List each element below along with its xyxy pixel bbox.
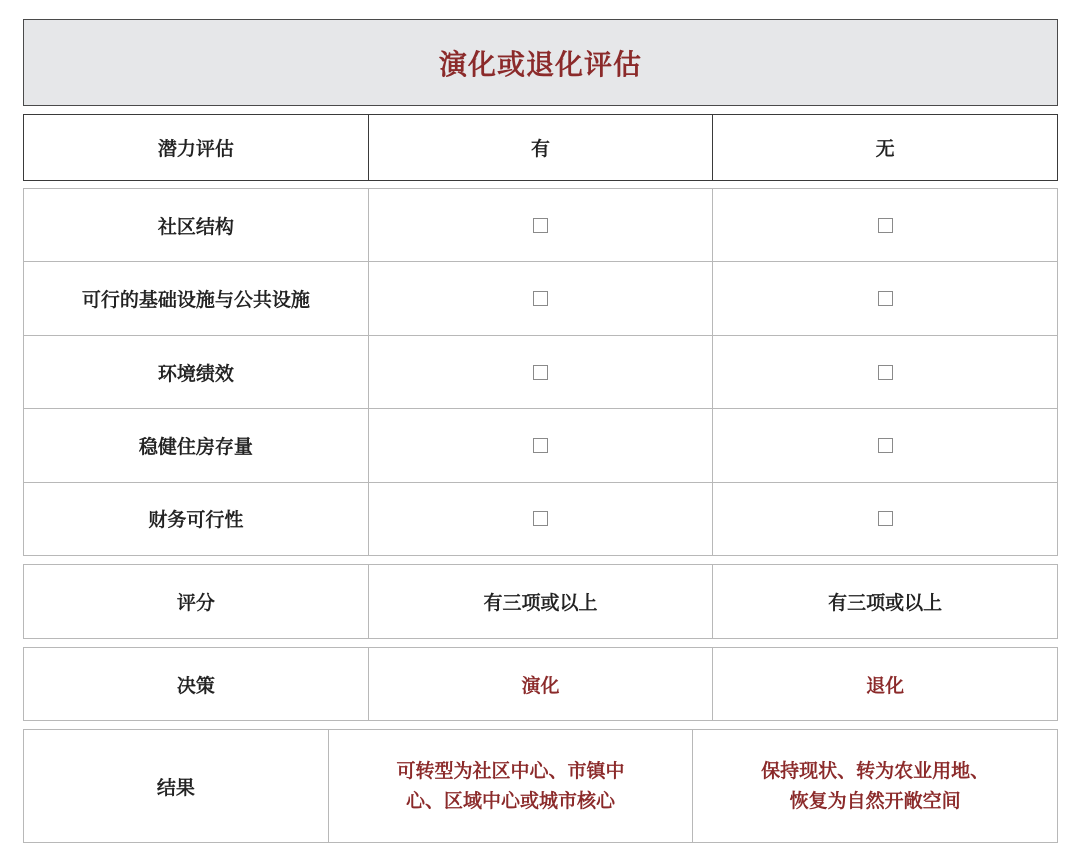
no-checkbox[interactable] bbox=[878, 511, 893, 526]
header-yes: 有 bbox=[368, 115, 713, 180]
table-row bbox=[24, 408, 1057, 481]
yes-cell bbox=[368, 262, 713, 334]
result-devolve-line: 保持现状、转为农业用地、 bbox=[761, 760, 990, 782]
yes-checkbox[interactable] bbox=[533, 438, 548, 453]
yes-cell bbox=[368, 336, 713, 408]
decision-evolve: 演化 bbox=[368, 648, 713, 720]
criterion-label: 社区结构 bbox=[157, 215, 234, 238]
yes-cell bbox=[368, 189, 713, 261]
header-row bbox=[23, 114, 1058, 181]
no-checkbox[interactable] bbox=[878, 291, 893, 306]
yes-cell bbox=[368, 409, 713, 481]
yes-cell bbox=[368, 483, 713, 555]
result-evolve-line: 心、区域中心或城市核心 bbox=[406, 790, 616, 812]
header-no: 无 bbox=[712, 115, 1057, 180]
no-checkbox[interactable] bbox=[878, 438, 893, 453]
scoring-no: 有三项或以上 bbox=[712, 565, 1057, 638]
table-row bbox=[24, 482, 1057, 555]
scoring-label: 评分 bbox=[176, 592, 215, 614]
result-devolve-line: 恢复为自然开敞空间 bbox=[789, 790, 961, 812]
yes-checkbox[interactable] bbox=[533, 511, 548, 526]
table-row bbox=[24, 261, 1057, 334]
criterion-label: 稳健住房存量 bbox=[138, 435, 253, 458]
yes-checkbox[interactable] bbox=[533, 365, 548, 380]
result-evolve-line: 可转型为社区中心、市镇中 bbox=[396, 760, 625, 782]
criteria-table bbox=[23, 188, 1058, 556]
no-cell bbox=[712, 262, 1057, 334]
table-row bbox=[24, 189, 1057, 261]
result-row bbox=[23, 729, 1058, 843]
result-devolve bbox=[692, 730, 1057, 842]
yes-checkbox[interactable] bbox=[533, 291, 548, 306]
result-evolve bbox=[328, 730, 693, 842]
header-label: 潜力评估 bbox=[157, 138, 234, 160]
no-cell bbox=[712, 409, 1057, 481]
decision-row bbox=[23, 647, 1058, 721]
result-label: 结果 bbox=[156, 776, 195, 799]
no-cell bbox=[712, 483, 1057, 555]
no-cell bbox=[712, 336, 1057, 408]
title-banner bbox=[23, 19, 1058, 106]
yes-checkbox[interactable] bbox=[533, 218, 548, 233]
table-row bbox=[24, 335, 1057, 408]
no-cell bbox=[712, 189, 1057, 261]
no-checkbox[interactable] bbox=[878, 365, 893, 380]
decision-label: 决策 bbox=[176, 674, 215, 697]
criterion-label: 财务可行性 bbox=[148, 509, 244, 532]
decision-devolve: 退化 bbox=[712, 648, 1057, 720]
scoring-yes: 有三项或以上 bbox=[368, 565, 713, 638]
scoring-row bbox=[23, 564, 1058, 639]
no-checkbox[interactable] bbox=[878, 218, 893, 233]
criterion-label: 环境绩效 bbox=[157, 362, 234, 385]
criterion-label: 可行的基础设施与公共设施 bbox=[81, 289, 310, 312]
page-title: 演化或退化评估 bbox=[438, 47, 642, 81]
